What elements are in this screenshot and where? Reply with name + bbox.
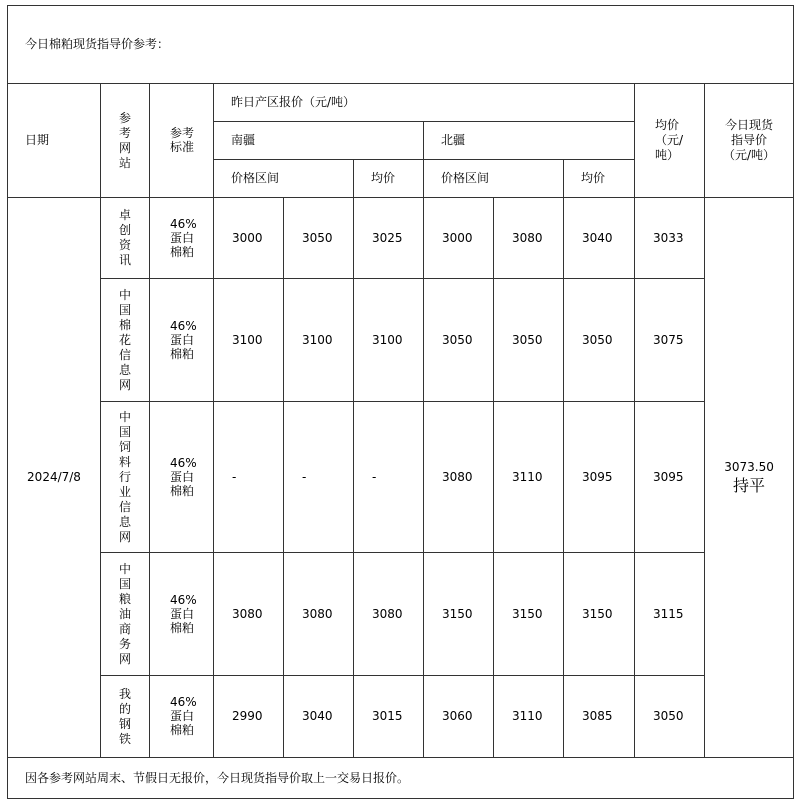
site-cell: 中国饲料行业信息网 — [101, 402, 150, 553]
south-avg-cell: - — [354, 402, 424, 553]
standard-cell: 46%蛋白棉粕 — [150, 279, 214, 402]
south-avg-cell: 3080 — [354, 553, 424, 676]
south-avg-cell: 3015 — [354, 676, 424, 758]
header-north-avg: 均价 — [564, 160, 635, 198]
south-low-cell: 3000 — [214, 198, 284, 279]
header-standard: 参考标准 — [150, 84, 214, 198]
avg-cell: 3033 — [635, 198, 705, 279]
south-high-cell: - — [284, 402, 354, 553]
north-high-cell: 3110 — [494, 402, 564, 553]
site-cell: 我的钢铁 — [101, 676, 150, 758]
header-south: 南疆 — [214, 122, 424, 160]
south-high-cell: 3080 — [284, 553, 354, 676]
avg-cell: 3095 — [635, 402, 705, 553]
header-site: 参考网站 — [101, 84, 150, 198]
south-high-cell: 3050 — [284, 198, 354, 279]
site-cell: 中国粮油商务网 — [101, 553, 150, 676]
guide-trend: 持平 — [733, 475, 766, 495]
south-high-cell: 3040 — [284, 676, 354, 758]
price-reference-table — [7, 5, 794, 799]
table-row — [8, 402, 794, 553]
header-south-range: 价格区间 — [214, 160, 354, 198]
standard-cell: 46%蛋白棉粕 — [150, 553, 214, 676]
south-high-cell: 3100 — [284, 279, 354, 402]
header-north: 北疆 — [424, 122, 635, 160]
north-low-cell: 3080 — [424, 402, 494, 553]
north-avg-cell: 3085 — [564, 676, 635, 758]
avg-cell: 3050 — [635, 676, 705, 758]
header-today-guide: 今日现货指导价（元/吨） — [705, 84, 794, 198]
intro-text: 今日棉粕现货指导价参考： — [8, 6, 794, 84]
date-cell: 2024/7/8 — [8, 198, 101, 758]
south-low-cell: 3100 — [214, 279, 284, 402]
north-avg-cell: 3150 — [564, 553, 635, 676]
north-high-cell: 3110 — [494, 676, 564, 758]
north-low-cell: 3060 — [424, 676, 494, 758]
header-north-range: 价格区间 — [424, 160, 564, 198]
north-low-cell: 3000 — [424, 198, 494, 279]
standard-cell: 46%蛋白棉粕 — [150, 198, 214, 279]
header-date: 日期 — [8, 84, 101, 198]
header-yesterday-price: 昨日产区报价（元/吨） — [214, 84, 635, 122]
north-high-cell: 3150 — [494, 553, 564, 676]
south-low-cell: 3080 — [214, 553, 284, 676]
table-row — [8, 676, 794, 758]
north-avg-cell: 3040 — [564, 198, 635, 279]
south-avg-cell: 3100 — [354, 279, 424, 402]
guide-price-cell — [705, 198, 794, 758]
site-cell: 卓创资讯 — [101, 198, 150, 279]
table-row — [8, 198, 794, 279]
south-avg-cell: 3025 — [354, 198, 424, 279]
footnote: 因各参考网站周末、节假日无报价，今日现货指导价取上一交易日报价。 — [8, 758, 794, 799]
north-low-cell: 3150 — [424, 553, 494, 676]
south-low-cell: - — [214, 402, 284, 553]
north-avg-cell: 3095 — [564, 402, 635, 553]
header-south-avg: 均价 — [354, 160, 424, 198]
north-low-cell: 3050 — [424, 279, 494, 402]
site-cell: 中国棉花信息网 — [101, 279, 150, 402]
table-row — [8, 279, 794, 402]
avg-cell: 3075 — [635, 279, 705, 402]
north-high-cell: 3050 — [494, 279, 564, 402]
table-row — [8, 553, 794, 676]
south-low-cell: 2990 — [214, 676, 284, 758]
avg-cell: 3115 — [635, 553, 705, 676]
north-high-cell: 3080 — [494, 198, 564, 279]
header-avg-price: 均价（元/吨） — [635, 84, 705, 198]
north-avg-cell: 3050 — [564, 279, 635, 402]
guide-price-value: 3073.50 — [724, 459, 774, 474]
standard-cell: 46%蛋白棉粕 — [150, 676, 214, 758]
standard-cell: 46%蛋白棉粕 — [150, 402, 214, 553]
